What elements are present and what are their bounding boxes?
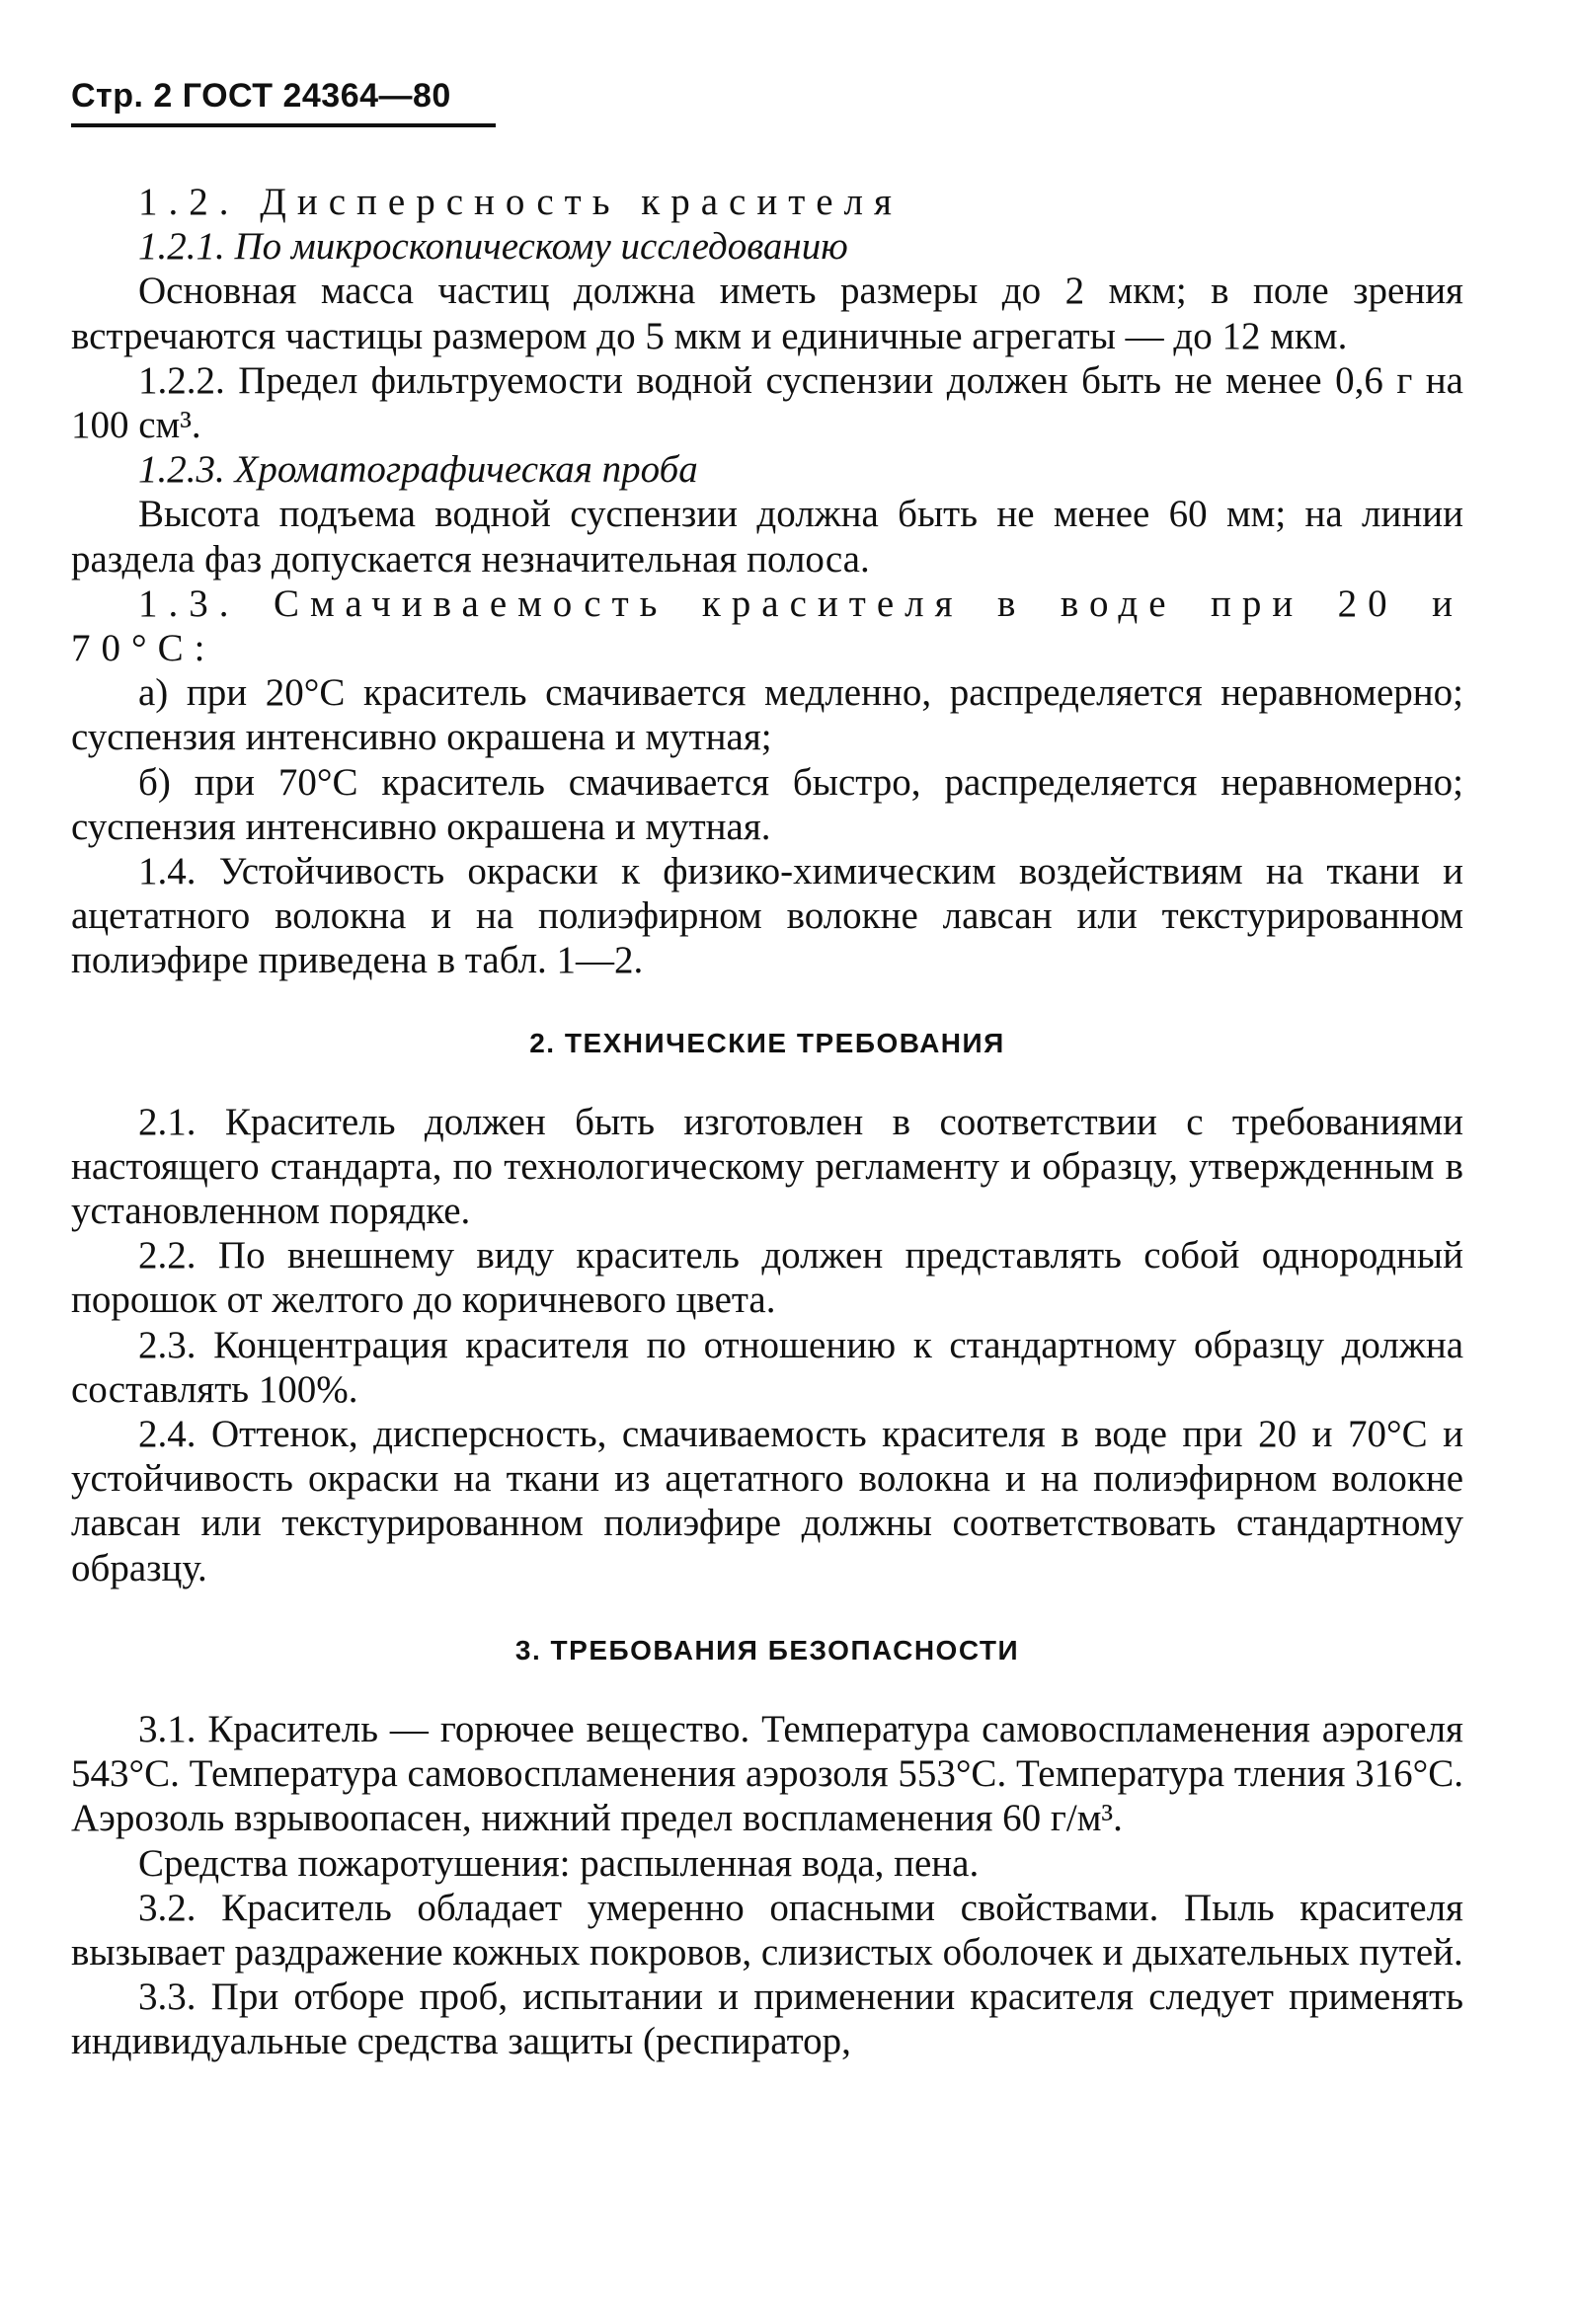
paragraph-3-2: 3.2. Краситель обладает умеренно опасными свойствами. Пыль красителя вызывает раздражение кожных покровов, слизистых оболочек и дыхательных путей. — [71, 1886, 1463, 1974]
standard-id: ГОСТ 24364—80 — [182, 77, 451, 115]
paragraph-2-1: 2.1. Краситель должен быть изготовлен в соответствии с требованиями настоящего стандарта, по технологическому регламенту и образцу, утвержденным в установленном порядке. — [71, 1100, 1463, 1233]
paragraph-2-4: 2.4. Оттенок, дисперсность, смачиваемость красителя в воде при 20 и 70°C и устойчивость окраски на ткани из ацетатного волокна и на полиэфирном волокне лавсан или текстурированном полиэфире должны соответствовать стандартному образцу. — [71, 1413, 1463, 1589]
paragraph-3-1: 3.1. Краситель — горючее вещество. Температура самовоспламенения аэрогеля 543°C. Температура самовоспламенения аэрозоля 553°C. Температура тления 316°C. Аэрозоль взрывоопасен, нижний предел воспламенения 60 г/м³. — [71, 1707, 1463, 1840]
subsection-1-3-item-a: а) при 20°C краситель смачивается медленно, распределяется неравномерно; суспензия интенсивно окрашена и мутная; — [71, 671, 1463, 759]
paragraph-3-1-extinguishing: Средства пожаротушения: распыленная вода, пена. — [138, 1841, 980, 1885]
subsection-1-3-title: 1.3. Смачиваемость красителя в воде при 20 и 70°C: — [71, 581, 1463, 670]
page-header — [71, 77, 496, 127]
subsection-1-2-title: 1.2. Дисперсность красителя — [138, 181, 903, 223]
subsection-1-3-item-b: б) при 70°C краситель смачивается быстро, распределяется неравномерно; суспензия интенсивно окрашена и мутная. — [71, 760, 1463, 848]
subsection-1-2-1-text: Основная масса частиц должна иметь размеры до 2 мкм; в поле зрения встречаются частицы размером до 5 мкм и единичные агрегаты — до 12 мкм. — [71, 270, 1463, 357]
paragraph-2-2: 2.2. По внешнему виду краситель должен представлять собой однородный порошок от желтого до коричневого цвета. — [71, 1234, 1463, 1322]
page-number: Стр. 2 — [71, 77, 173, 115]
subsection-1-2-3-text: Высота подъема водной суспензии должна быть не менее 60 мм; на линии раздела фаз допускается незначительная полоса. — [71, 493, 1463, 581]
document-body — [71, 180, 1463, 2064]
section-3-heading: 3. ТРЕБОВАНИЯ БЕЗОПАСНОСТИ — [514, 1634, 1020, 1666]
paragraph-3-3: 3.3. При отборе проб, испытании и применении красителя следует применять индивидуальные средства защиты (респиратор, — [71, 1975, 1463, 2063]
subsection-1-2-3-title: 1.2.3. Хроматографическая проба — [138, 448, 698, 492]
paragraph-2-3: 2.3. Концентрация красителя по отношению к стандартному образцу должна составлять 100%. — [71, 1323, 1463, 1411]
subsection-1-2-2-text: 1.2.2. Предел фильтруемости водной суспензии должен быть не менее 0,6 г на 100 см³. — [71, 358, 1463, 447]
subsection-1-2-1-title: 1.2.1. По микроскопическому исследованию — [138, 225, 848, 269]
subsection-1-4-text: 1.4. Устойчивость окраски к физико-химическим воздействиям на ткани и ацетатного волокна и на полиэфирном волокне лавсан или текстурированном полиэфире приведена в табл. 1—2. — [71, 850, 1463, 982]
section-2-heading: 2. ТЕХНИЧЕСКИЕ ТРЕБОВАНИЯ — [529, 1027, 1005, 1058]
